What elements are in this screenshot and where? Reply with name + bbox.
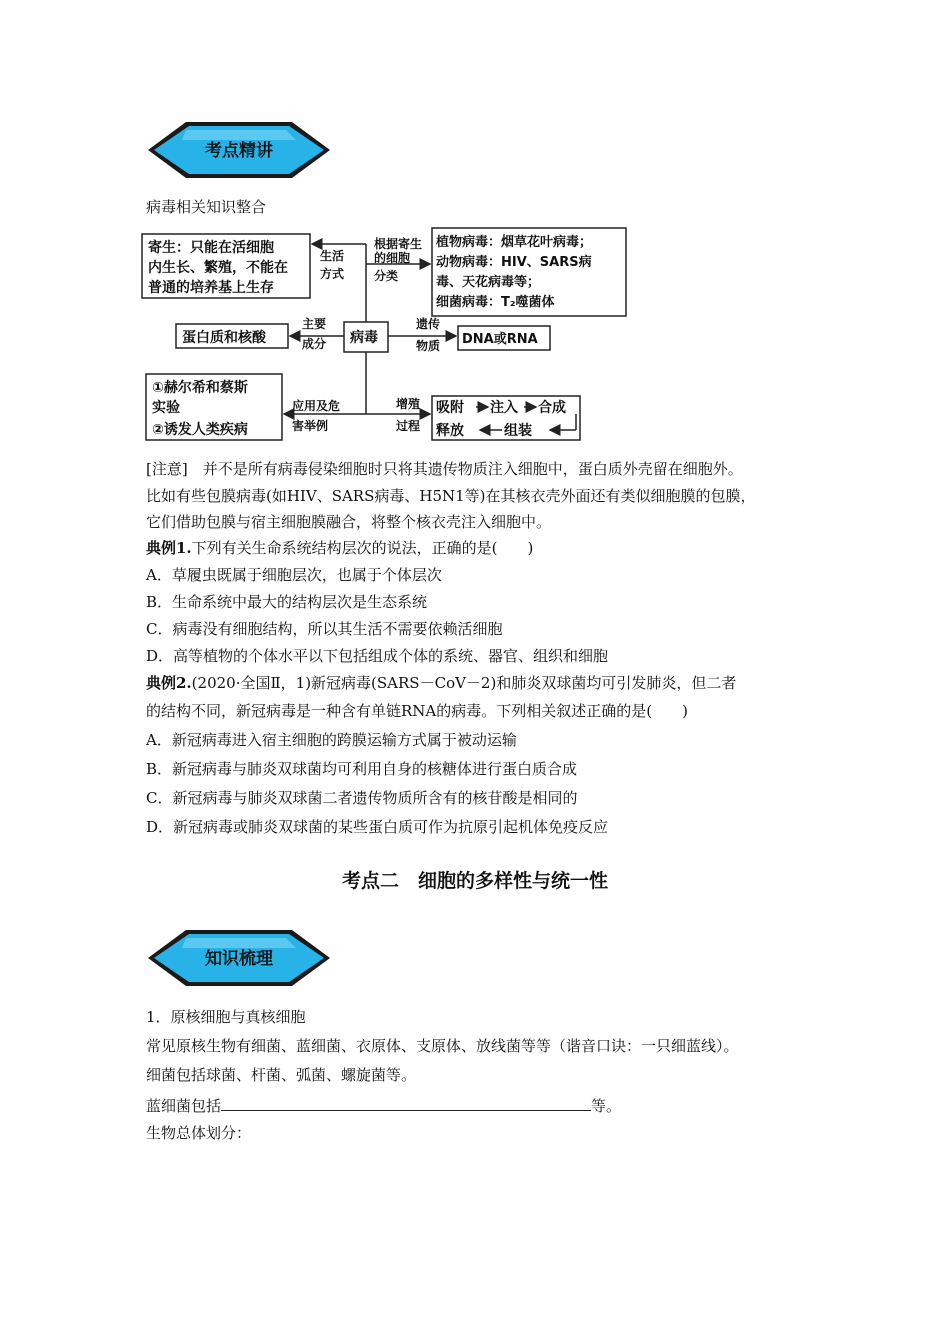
left-top-line-3: 普通的培养基上生存 <box>148 280 274 296</box>
label-lifestyle-2: 方式 <box>320 267 345 281</box>
item1-heading: 1．原核细胞与真核细胞 <box>146 1008 306 1026</box>
right-top-line-1: 植物病毒：烟草花叶病毒； <box>436 235 593 250</box>
right-top-line-4: 细菌病毒：T₂噬菌体 <box>436 295 555 310</box>
example2-question-1: (2020·全国Ⅱ，1)新冠病毒(SARS－CoV－2)和肺炎双球菌均可引发肺炎，但二者 <box>191 674 737 692</box>
label-replication-2: 过程 <box>396 419 421 433</box>
classification-text: 生物总体划分： <box>146 1124 252 1142</box>
bacteria-text: 细菌包括球菌、杆菌、弧菌、螺旋菌等。 <box>146 1066 417 1084</box>
example2-stem-1 <box>146 673 736 693</box>
cyano-suffix: 等。 <box>591 1097 622 1115</box>
section-heading: 考点二 细胞的多样性与统一性 <box>341 870 608 892</box>
label-application-2: 害举例 <box>292 419 329 433</box>
label-genetic-2: 物质 <box>416 339 441 353</box>
right-top-line-3: 毒、天花病毒等； <box>436 275 541 290</box>
example1-option-c: C．病毒没有细胞结构，所以其生活不需要依赖活细胞 <box>146 620 503 638</box>
example2-stem-2: 的结构不同，新冠病毒是一种含有单链RNA的病毒。下列相关叙述正确的是( ) <box>146 702 688 720</box>
label-classify-2: 的细胞 <box>374 251 411 265</box>
example1-option-b: B．生命系统中最大的结构层次是生态系统 <box>146 593 428 611</box>
label-lifestyle-1: 生活 <box>320 249 345 263</box>
right-top-line-2: 动物病毒：HIV、SARS病 <box>436 255 592 270</box>
example2-option-c: C．新冠病毒与肺炎双球菌二者遗传物质所含有的核苷酸是相同的 <box>146 789 578 807</box>
label-components-1: 主要 <box>302 317 327 331</box>
example1-stem <box>146 538 533 558</box>
right-mid-text: DNA或RNA <box>462 332 538 347</box>
left-mid-text: 蛋白质和核酸 <box>182 330 266 346</box>
left-bot-line-1: ①赫尔希和蔡斯 <box>152 380 248 396</box>
cyanobacteria-line <box>146 1094 621 1116</box>
example1-option-d: D．高等植物的个体水平以下包括组成个体的系统、器官、组织和细胞 <box>146 647 609 665</box>
center-virus-text: 病毒 <box>350 330 378 346</box>
label-classify-3: 分类 <box>374 269 399 283</box>
note-line-1: [注意] 并不是所有病毒侵染细胞时只将其遗传物质注入细胞中，蛋白质外壳留在细胞外。 <box>146 460 743 478</box>
cycle-step-5: 释放 <box>436 423 464 439</box>
left-bot-line-3: ②诱发人类疾病 <box>152 422 248 438</box>
example2-label: 典例2. <box>146 674 192 692</box>
cycle-step-3: 合成 <box>538 400 566 416</box>
cycle-step-2: 注入 <box>490 400 518 416</box>
section-banner-kaodian-jingjiang <box>146 118 332 182</box>
note-line-3: 它们借助包膜与宿主细胞膜融合，将整个核衣壳注入细胞中。 <box>146 513 552 531</box>
section-banner-zhishi-shuli <box>146 926 332 990</box>
example1-label: 典例1. <box>146 539 192 557</box>
note-line-2: 比如有些包膜病毒(如HIV、SARS病毒、H5N1等)在其核衣壳外面还有类似细胞膜的包膜， <box>146 487 756 505</box>
example1-question: 下列有关生命系统结构层次的说法，正确的是( ) <box>191 539 534 557</box>
virus-knowledge-diagram <box>140 224 640 446</box>
label-components-2: 成分 <box>302 337 327 351</box>
common-prokaryotes-text: 常见原核生物有细菌、蓝细菌、衣原体、支原体、放线菌等等（谐音口诀：一只细蓝线）。 <box>146 1037 739 1055</box>
example2-option-b: B．新冠病毒与肺炎双球菌均可利用自身的核糖体进行蛋白质合成 <box>146 760 578 778</box>
example1-option-a: A．草履虫既属于细胞层次，也属于个体层次 <box>146 566 442 584</box>
label-replication-1: 增殖 <box>396 397 421 411</box>
label-classify-1: 根据寄生 <box>374 237 423 251</box>
banner-title: 考点精讲 <box>205 141 273 161</box>
left-top-line-2: 内生长、繁殖，不能在 <box>148 260 288 276</box>
example2-option-a: A．新冠病毒进入宿主细胞的跨膜运输方式属于被动运输 <box>146 731 517 749</box>
example2-option-d: D．新冠病毒或肺炎双球菌的某些蛋白质可作为抗原引起机体免疫反应 <box>146 818 609 836</box>
left-bot-line-2: 实验 <box>152 400 180 416</box>
cyano-prefix: 蓝细菌包括 <box>146 1097 222 1115</box>
intro-text: 病毒相关知识整合 <box>146 198 267 216</box>
banner-title: 知识梳理 <box>205 949 273 969</box>
left-top-line-1: 寄生：只能在活细胞 <box>148 240 274 256</box>
fill-in-blank[interactable] <box>221 1094 591 1111</box>
label-application-1: 应用及危 <box>292 399 341 413</box>
label-genetic-1: 遗传 <box>416 317 441 331</box>
cycle-step-4: 组装 <box>504 423 532 439</box>
cycle-step-1: 吸附 <box>436 400 464 416</box>
